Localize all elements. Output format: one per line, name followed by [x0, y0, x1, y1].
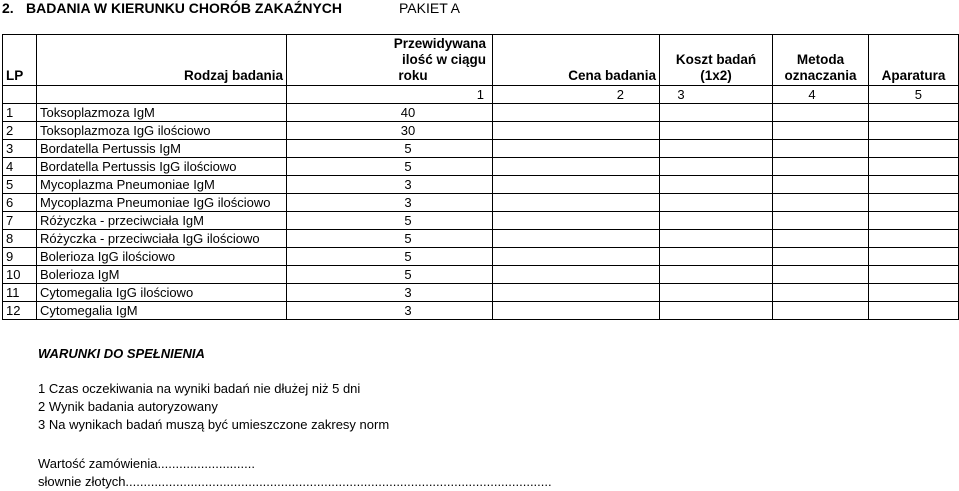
row-price — [493, 212, 660, 230]
row-quantity: 5 — [287, 140, 493, 158]
order-value-label: Wartość zamówienia........................... — [38, 456, 255, 471]
row-quantity: 5 — [287, 266, 493, 284]
header-row — [3, 35, 959, 86]
row-price — [493, 230, 660, 248]
col-header-rodzaj: Rodzaj badania — [37, 35, 287, 86]
order-words-label: słownie złotych...................................................................................................................... — [38, 474, 552, 489]
row-lp: 9 — [3, 248, 37, 266]
row-quantity: 3 — [287, 302, 493, 320]
row-lp: 7 — [3, 212, 37, 230]
table-row — [3, 284, 959, 302]
section-title — [2, 0, 342, 16]
table-row — [3, 194, 959, 212]
row-cost — [660, 140, 773, 158]
table-row — [3, 266, 959, 284]
row-test-name: Cytomegalia IgG ilościowo — [37, 284, 287, 302]
row-cost — [660, 176, 773, 194]
col-header-metoda — [773, 35, 869, 86]
row-cost — [660, 122, 773, 140]
row-price — [493, 194, 660, 212]
colnum-4: 4 — [773, 86, 869, 104]
row-quantity: 5 — [287, 248, 493, 266]
row-lp: 10 — [3, 266, 37, 284]
row-test-name: Różyczka - przeciwciała IgG ilościowo — [37, 230, 287, 248]
conditions-heading: WARUNKI DO SPEŁNIENIA — [38, 346, 205, 361]
row-lp: 2 — [3, 122, 37, 140]
row-price — [493, 266, 660, 284]
row-method — [773, 230, 869, 248]
section-number: 2. — [2, 0, 14, 16]
row-test-name: Cytomegalia IgM — [37, 302, 287, 320]
row-price — [493, 158, 660, 176]
col-header-lp: LP — [3, 35, 37, 86]
table-row — [3, 140, 959, 158]
row-lp: 12 — [3, 302, 37, 320]
row-test-name: Bolerioza IgM — [37, 266, 287, 284]
row-apparatus — [869, 284, 959, 302]
col-header-koszt-line1: Koszt badań — [675, 52, 757, 67]
row-method — [773, 122, 869, 140]
row-apparatus — [869, 158, 959, 176]
colnum-1: 1 — [287, 86, 493, 104]
condition-item-2: 2 Wynik badania autoryzowany — [38, 399, 218, 414]
table-row — [3, 104, 959, 122]
row-lp: 1 — [3, 104, 37, 122]
row-apparatus — [869, 122, 959, 140]
col-header-ilosc-line3: roku — [398, 68, 428, 83]
row-apparatus — [869, 302, 959, 320]
row-test-name: Różyczka - przeciwciała IgM — [37, 212, 287, 230]
col-header-aparatura: Aparatura — [869, 35, 959, 86]
row-quantity: 3 — [287, 284, 493, 302]
table-row — [3, 248, 959, 266]
row-quantity: 5 — [287, 230, 493, 248]
row-apparatus — [869, 248, 959, 266]
row-lp: 11 — [3, 284, 37, 302]
table-row — [3, 302, 959, 320]
row-lp: 3 — [3, 140, 37, 158]
row-cost — [660, 302, 773, 320]
row-method — [773, 158, 869, 176]
row-method — [773, 194, 869, 212]
tests-table — [2, 34, 959, 320]
conditions-section — [38, 345, 389, 434]
row-test-name: Mycoplazma Pneumoniae IgG ilościowo — [37, 194, 287, 212]
row-lp: 5 — [3, 176, 37, 194]
col-header-cena: Cena badania — [493, 35, 660, 86]
row-cost — [660, 104, 773, 122]
row-price — [493, 140, 660, 158]
row-quantity: 5 — [287, 212, 493, 230]
row-test-name: Bordatella Pertussis IgG ilościowo — [37, 158, 287, 176]
row-method — [773, 284, 869, 302]
row-method — [773, 140, 869, 158]
table-row — [3, 230, 959, 248]
row-cost — [660, 212, 773, 230]
row-apparatus — [869, 194, 959, 212]
row-quantity: 40 — [287, 104, 493, 122]
row-method — [773, 248, 869, 266]
col-header-metoda-line1: Metoda — [796, 52, 845, 67]
row-apparatus — [869, 176, 959, 194]
row-test-name: Toksoplazmoza IgM — [37, 104, 287, 122]
row-price — [493, 122, 660, 140]
row-quantity: 5 — [287, 158, 493, 176]
colnum-empty-lp — [3, 86, 37, 104]
row-cost — [660, 248, 773, 266]
row-quantity: 3 — [287, 194, 493, 212]
row-method — [773, 266, 869, 284]
col-header-ilosc-line1: Przewidywana — [393, 36, 486, 51]
row-apparatus — [869, 230, 959, 248]
colnum-2: 2 — [493, 86, 660, 104]
table-row — [3, 176, 959, 194]
section-heading: BADANIA W KIERUNKU CHORÓB ZAKAŹNYCH — [26, 0, 343, 16]
condition-item-1: 1 Czas oczekiwania na wyniki badań nie dłużej niż 5 dni — [38, 381, 361, 396]
row-apparatus — [869, 140, 959, 158]
table-row — [3, 212, 959, 230]
col-header-koszt-line2: (1x2) — [700, 68, 732, 83]
colnum-5: 5 — [869, 86, 959, 104]
row-price — [493, 302, 660, 320]
table-row — [3, 122, 959, 140]
row-apparatus — [869, 104, 959, 122]
row-cost — [660, 266, 773, 284]
row-apparatus — [869, 212, 959, 230]
row-method — [773, 302, 869, 320]
row-price — [493, 284, 660, 302]
table-row — [3, 158, 959, 176]
column-number-row — [3, 86, 959, 104]
order-summary — [38, 455, 552, 491]
col-header-ilosc-line2: ilość w ciągu — [401, 52, 486, 67]
row-cost — [660, 194, 773, 212]
row-price — [493, 248, 660, 266]
row-price — [493, 176, 660, 194]
row-method — [773, 176, 869, 194]
row-test-name: Bolerioza IgG ilościowo — [37, 248, 287, 266]
colnum-3: 3 — [660, 86, 773, 104]
row-lp: 6 — [3, 194, 37, 212]
package-label: PAKIET A — [399, 0, 460, 16]
row-test-name: Bordatella Pertussis IgM — [37, 140, 287, 158]
row-method — [773, 104, 869, 122]
row-cost — [660, 230, 773, 248]
col-header-metoda-line2: oznaczania — [784, 68, 857, 83]
row-cost — [660, 284, 773, 302]
colnum-empty-name — [37, 86, 287, 104]
condition-item-3: 3 Na wynikach badań muszą być umieszczone zakresy norm — [38, 417, 390, 432]
col-header-ilosc — [287, 35, 493, 86]
row-apparatus — [869, 266, 959, 284]
col-header-koszt — [660, 35, 773, 86]
row-quantity: 3 — [287, 176, 493, 194]
row-lp: 8 — [3, 230, 37, 248]
row-test-name: Mycoplazma Pneumoniae IgM — [37, 176, 287, 194]
row-quantity: 30 — [287, 122, 493, 140]
row-test-name: Toksoplazmoza IgG ilościowo — [37, 122, 287, 140]
row-lp: 4 — [3, 158, 37, 176]
row-cost — [660, 158, 773, 176]
row-method — [773, 212, 869, 230]
row-price — [493, 104, 660, 122]
